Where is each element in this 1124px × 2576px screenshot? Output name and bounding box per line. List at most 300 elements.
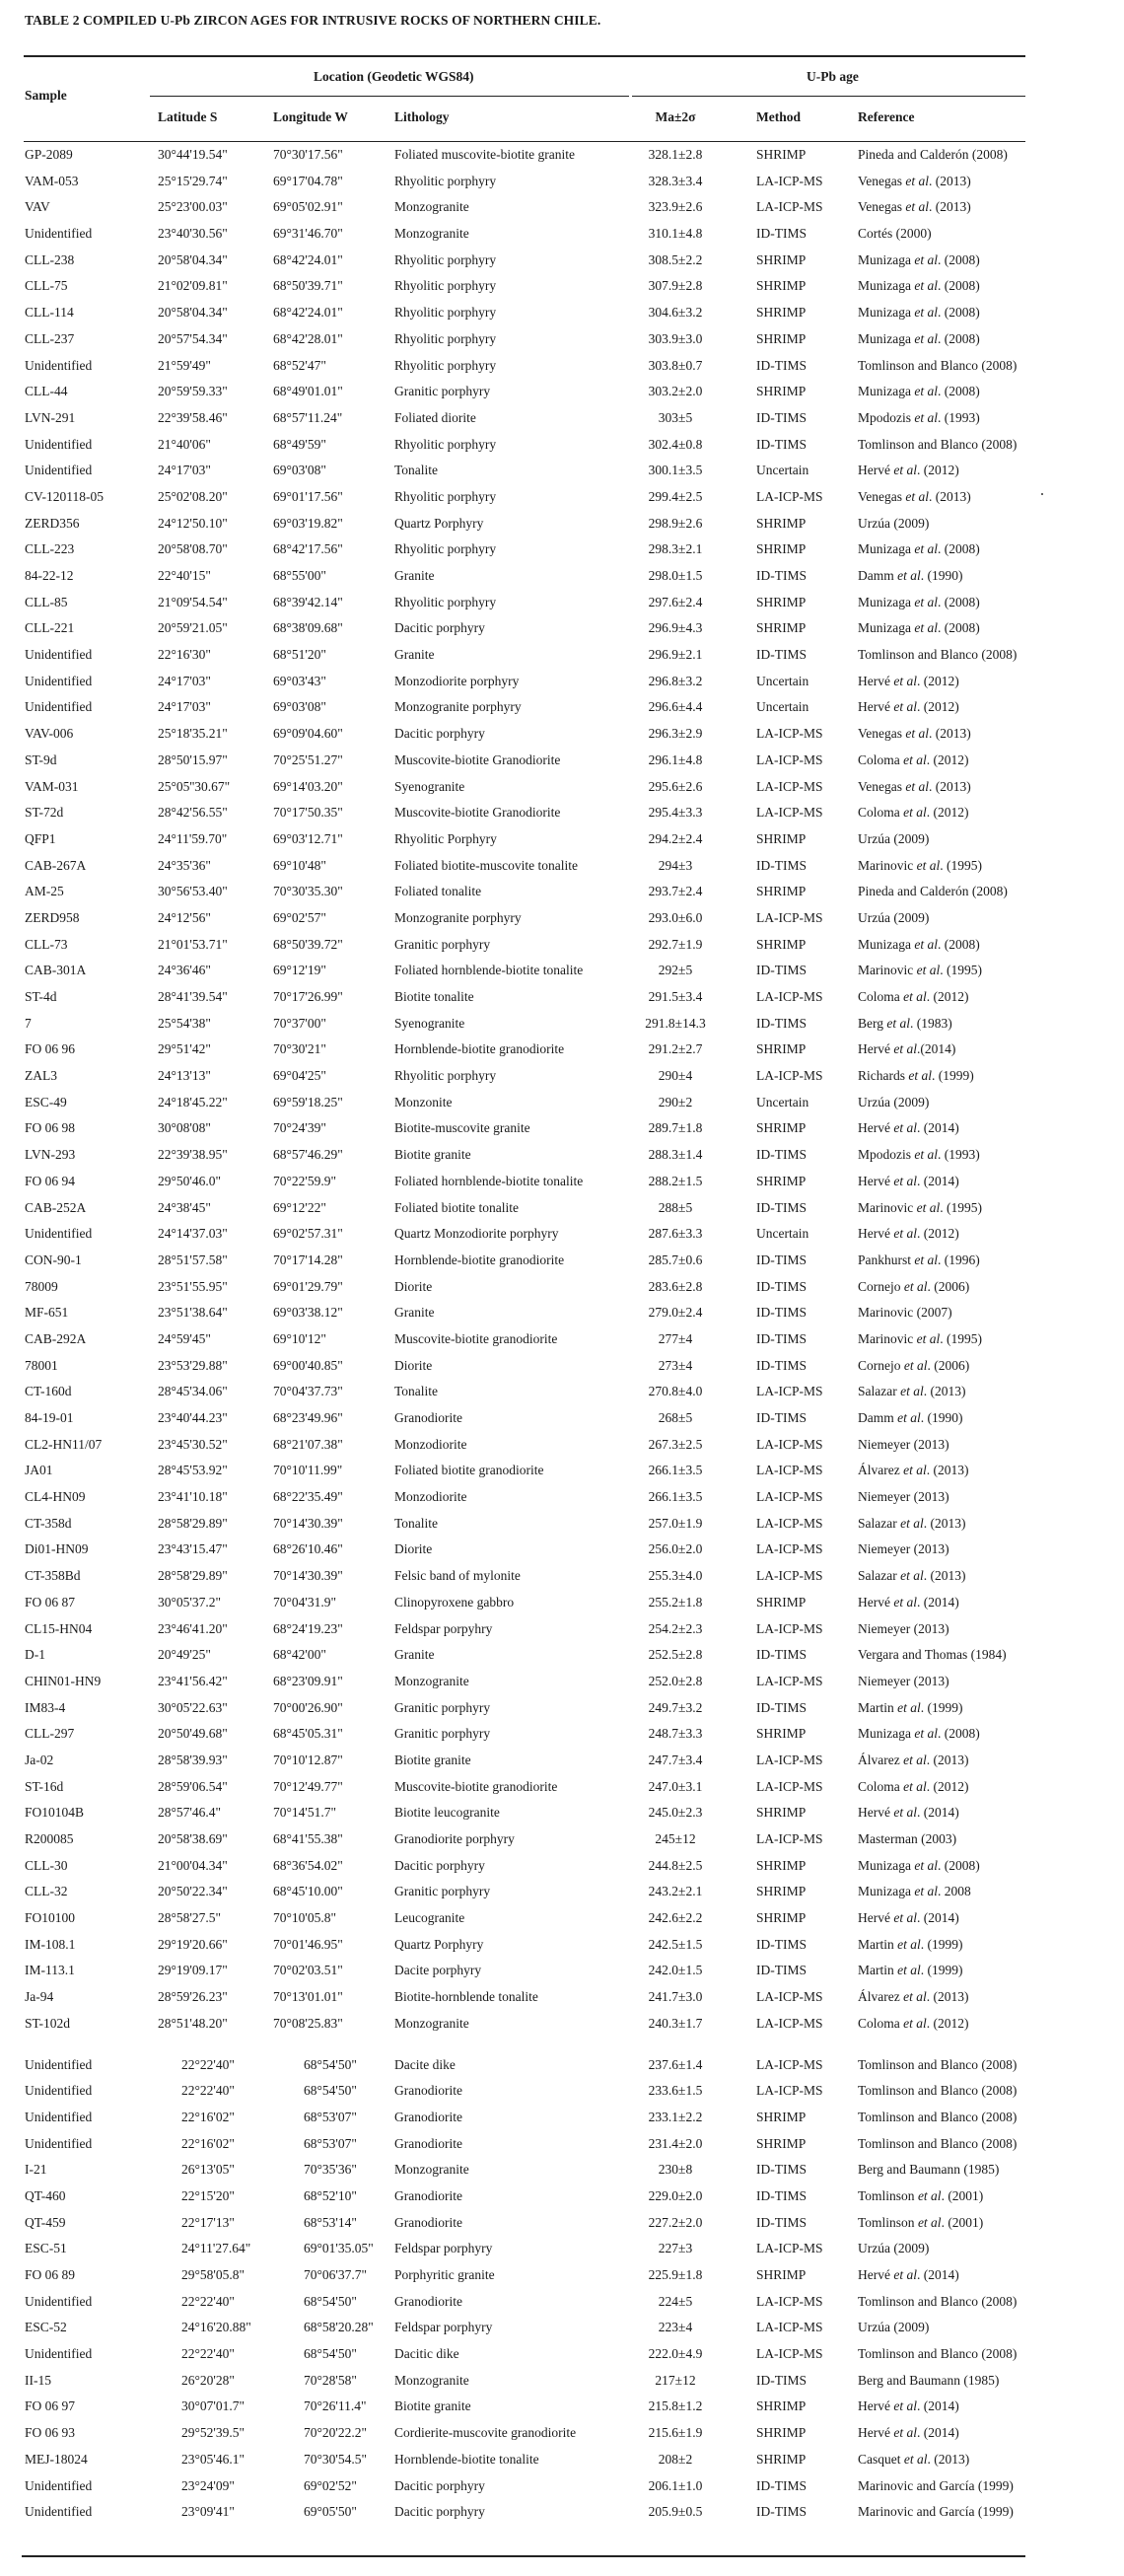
method-cell: ID-TIMS: [756, 436, 807, 452]
reference-cell: [858, 1937, 963, 1953]
reference-year: . (2001): [941, 2187, 984, 2203]
lithology-cell: Monzogranite porphyry: [394, 909, 522, 925]
lithology-cell: Foliated biotite tonalite: [394, 1199, 519, 1215]
latitude-cell: 24°18'45.22": [158, 1094, 228, 1109]
reference-author: Berg and Baumann (1985): [858, 2162, 1000, 2178]
reference-et-al: et al: [914, 620, 938, 636]
reference-cell: [858, 752, 969, 768]
sample-cell: Ja-02: [25, 1752, 54, 1767]
reference-cell: [858, 358, 1017, 374]
method-cell: ID-TIMS: [756, 1305, 807, 1321]
latitude-cell: 28°57'46.4": [158, 1805, 221, 1821]
lithology-cell: Biotite leucogranite: [394, 1805, 500, 1821]
table-row: [0, 2315, 1124, 2341]
age-cell: 279.0±2.4: [648, 1305, 703, 1321]
method-cell: LA-ICP-MS: [756, 2320, 823, 2335]
header-location-group: Location (Geodetic WGS84): [314, 69, 474, 84]
header-latitude: Latitude S: [158, 109, 218, 124]
age-cell: 237.6±1.4: [648, 2056, 703, 2072]
latitude-cell: 20°57'54.34": [158, 330, 228, 346]
reference-year: . (2012): [916, 463, 959, 478]
reference-year: . (2008): [937, 541, 980, 557]
latitude-cell: 23°09'41": [181, 2504, 235, 2520]
method-cell: ID-TIMS: [756, 1647, 807, 1663]
lithology-cell: Diorite: [394, 1541, 433, 1557]
table-row: [0, 1748, 1124, 1774]
method-cell: SHRIMP: [756, 1726, 807, 1742]
table-row: [0, 1300, 1124, 1326]
method-cell: LA-ICP-MS: [756, 488, 823, 504]
reference-cell: [858, 1120, 959, 1136]
reference-author: Marinovic and García (1999): [858, 2504, 1014, 2520]
method-cell: LA-ICP-MS: [756, 909, 823, 925]
latitude-cell: 28°58'39.93": [158, 1752, 228, 1767]
table-top-rule: [24, 55, 1025, 57]
table-row: [0, 2341, 1124, 2368]
reference-cell: [858, 252, 980, 268]
table-row: [0, 1142, 1124, 1169]
lithology-cell: Monzogranite: [394, 2162, 469, 2178]
reference-cell: [858, 1779, 969, 1795]
sample-cell: CLL-75: [25, 278, 68, 294]
reference-et-al: et al: [908, 1068, 932, 1084]
reference-author: Munizaga: [858, 1726, 915, 1742]
longitude-cell: 70°30'21": [273, 1041, 326, 1057]
longitude-cell: 68°54'50": [304, 2346, 357, 2362]
latitude-cell: 29°50'46.0": [158, 1173, 221, 1188]
longitude-cell: 69°31'46.70": [273, 226, 343, 242]
method-cell: LA-ICP-MS: [756, 1568, 823, 1584]
reference-cell: [858, 1016, 952, 1032]
age-cell: 252.0±2.8: [648, 1673, 703, 1688]
sample-cell: VAV: [25, 199, 50, 215]
method-cell: SHRIMP: [756, 541, 807, 557]
longitude-cell: 68°49'01.01": [273, 384, 343, 399]
reference-et-al: et al: [903, 1278, 928, 1294]
reference-author: Hervé: [858, 1594, 894, 1610]
sample-cell: QFP1: [25, 830, 56, 846]
reference-author: Marinovic: [858, 1199, 917, 1215]
reference-author: Marinovic: [858, 1330, 917, 1346]
method-cell: SHRIMP: [756, 2425, 807, 2441]
reference-et-al: et al: [897, 568, 921, 583]
table-row: [0, 853, 1124, 880]
method-cell: SHRIMP: [756, 1173, 807, 1188]
sample-cell: CT-358d: [25, 1515, 72, 1531]
lithology-cell: Biotite granite: [394, 1147, 471, 1163]
longitude-cell: 69°05'02.91": [273, 199, 343, 215]
age-cell: 303±5: [658, 409, 693, 425]
method-cell: ID-TIMS: [756, 1252, 807, 1267]
reference-author: Hervé: [858, 699, 894, 715]
latitude-cell: 25°18'35.21": [158, 726, 228, 742]
reference-cell: [858, 2478, 1014, 2494]
latitude-cell: 23°41'56.42": [158, 1673, 228, 1688]
reference-author: Marinovic and García (1999): [858, 2477, 1014, 2493]
longitude-cell: 68°53'07": [304, 2109, 357, 2124]
reference-cell: [858, 1753, 968, 1768]
latitude-cell: 28°45'34.06": [158, 1384, 228, 1399]
reference-year: . (2012): [926, 805, 969, 821]
table-row: [0, 563, 1124, 590]
reference-cell: [858, 1041, 955, 1057]
longitude-cell: 70°26'11.4": [304, 2398, 367, 2414]
lithology-cell: Granodiorite: [394, 2187, 462, 2203]
reference-author: Berg and Baumann (1985): [858, 2372, 1000, 2388]
sample-cell: Unidentified: [25, 226, 93, 242]
age-cell: 302.4±0.8: [648, 436, 703, 452]
reference-cell: [858, 726, 971, 742]
longitude-cell: 68°42'28.01": [273, 330, 343, 346]
reference-year: . (2006): [927, 1357, 970, 1373]
longitude-cell: 68°57'46.29": [273, 1147, 343, 1163]
longitude-cell: 70°37'00": [273, 1015, 326, 1031]
table-row: [0, 1984, 1124, 2011]
latitude-cell: 23°40'30.56": [158, 226, 228, 242]
reference-year: . (1999): [920, 1936, 963, 1952]
method-cell: LA-ICP-MS: [756, 2346, 823, 2362]
method-cell: ID-TIMS: [756, 1936, 807, 1952]
longitude-cell: 70°20'22.2": [304, 2425, 367, 2441]
age-cell: 256.0±2.0: [648, 1541, 703, 1557]
lithology-cell: Monzodiorite: [394, 1436, 467, 1452]
method-cell: LA-ICP-MS: [756, 1384, 823, 1399]
lithology-cell: Granodiorite porphyry: [394, 1831, 515, 1846]
reference-author: Coloma: [858, 989, 904, 1004]
age-cell: 227.2±2.0: [648, 2214, 703, 2230]
longitude-cell: 70°22'59.9": [273, 1173, 336, 1188]
lithology-cell: Rhyolitic porphyry: [394, 1068, 497, 1084]
sample-cell: CAB-292A: [25, 1330, 87, 1346]
reference-et-al: et al: [893, 2425, 917, 2441]
sample-cell: ST-9d: [25, 751, 57, 767]
reference-year: . (1996): [938, 1252, 980, 1267]
reference-cell: [858, 2057, 1017, 2073]
table-row: [0, 221, 1124, 248]
table-row: [0, 405, 1124, 432]
table-row: [0, 1590, 1124, 1616]
lithology-cell: Tonalite: [394, 463, 439, 478]
longitude-cell: 70°02'03.51": [273, 1963, 343, 1978]
sample-cell: Unidentified: [25, 2477, 93, 2493]
reference-author: Tomlinson: [858, 2187, 918, 2203]
latitude-cell: 24°59'45": [158, 1330, 211, 1346]
latitude-cell: 28°58'27.5": [158, 1910, 221, 1926]
method-cell: SHRIMP: [756, 620, 807, 636]
reference-author: Munizaga: [858, 384, 915, 399]
latitude-cell: 22°39'38.95": [158, 1147, 228, 1163]
reference-cell: [858, 1884, 971, 1899]
longitude-cell: 68°50'39.72": [273, 936, 343, 952]
lithology-cell: Diorite: [394, 1357, 433, 1373]
reference-year: . (1990): [920, 1410, 963, 1425]
reference-author: Berg: [858, 1015, 887, 1031]
reference-cell: [858, 2016, 969, 2032]
latitude-cell: 30°07'01.7": [181, 2398, 245, 2414]
latitude-cell: 22°22'40": [181, 2293, 235, 2309]
reference-author: Munizaga: [858, 594, 915, 609]
latitude-cell: 29°52'39.5": [181, 2425, 245, 2441]
reference-author: Hervé: [858, 463, 894, 478]
table-row: [0, 2157, 1124, 2183]
reference-et-al: et al: [914, 1726, 938, 1742]
sample-cell: CON-90-1: [25, 1252, 82, 1267]
reference-author: Tomlinson and Blanco (2008): [858, 2135, 1018, 2151]
reference-cell: [858, 1568, 965, 1584]
age-cell: 240.3±1.7: [648, 2015, 703, 2031]
latitude-cell: 20°59'59.33": [158, 384, 228, 399]
longitude-cell: 70°10'05.8": [273, 1910, 336, 1926]
sample-cell: CV-120118-05: [25, 488, 105, 504]
table-row: [0, 1432, 1124, 1459]
reference-author: Munizaga: [858, 251, 915, 267]
reference-cell: [858, 2398, 959, 2414]
latitude-cell: 23°53'29.88": [158, 1357, 228, 1373]
latitude-cell: 24°17'03": [158, 463, 211, 478]
longitude-cell: 68°42'00": [273, 1647, 326, 1663]
latitude-cell: 24°11'59.70": [158, 830, 228, 846]
table-row: [0, 1169, 1124, 1195]
reference-et-al: et al: [893, 2398, 917, 2414]
latitude-cell: 23°46'41.20": [158, 1620, 228, 1636]
reference-year: . (2013): [923, 1384, 966, 1399]
lithology-cell: Rhyolitic porphyry: [394, 305, 497, 321]
reference-cell: [858, 699, 959, 715]
reference-author: Cornejo: [858, 1357, 904, 1373]
method-cell: SHRIMP: [756, 2451, 807, 2467]
reference-et-al: et al: [914, 409, 938, 425]
reference-cell: [858, 1595, 959, 1610]
age-cell: 255.2±1.8: [648, 1594, 703, 1610]
age-cell: 304.6±3.2: [648, 305, 703, 321]
longitude-cell: 70°00'26.90": [273, 1699, 343, 1715]
sample-cell: CLL-32: [25, 1884, 68, 1899]
age-cell: 303.9±3.0: [648, 330, 703, 346]
longitude-cell: 68°21'07.38": [273, 1436, 343, 1452]
method-cell: ID-TIMS: [756, 1015, 807, 1031]
method-cell: ID-TIMS: [756, 226, 807, 242]
table-row: [0, 615, 1124, 642]
reference-year: . (1993): [938, 1147, 980, 1163]
method-cell: ID-TIMS: [756, 568, 807, 583]
reference-cell: [858, 1621, 949, 1637]
reference-year: . (2013): [928, 173, 971, 188]
reference-cell: [858, 1910, 959, 1926]
sample-cell: VAV-006: [25, 726, 74, 742]
reference-year: . (2013): [923, 1515, 966, 1531]
lithology-cell: Biotite-muscovite granite: [394, 1120, 530, 1136]
table-row: [0, 1616, 1124, 1643]
reference-et-al: et al: [914, 1884, 938, 1899]
reference-cell: [858, 647, 1017, 663]
method-cell: LA-ICP-MS: [756, 778, 823, 794]
latitude-cell: 20°58'08.70": [158, 541, 228, 557]
latitude-cell: 22°16'02": [181, 2135, 235, 2151]
reference-year: . (2014): [916, 2267, 959, 2282]
sample-cell: CL2-HN11/07: [25, 1436, 103, 1452]
latitude-cell: 23°05'46.1": [181, 2451, 245, 2467]
table-row: [0, 458, 1124, 484]
latitude-cell: 28°50'15.97": [158, 751, 228, 767]
age-cell: 249.7±3.2: [648, 1699, 703, 1715]
lithology-cell: Foliated diorite: [394, 409, 476, 425]
method-cell: LA-ICP-MS: [756, 2056, 823, 2072]
reference-cell: [858, 1410, 963, 1426]
reference-author: Salazar: [858, 1384, 901, 1399]
header-age: Ma±2σ: [655, 109, 696, 124]
reference-et-al: et al: [905, 199, 929, 215]
reference-cell: [858, 620, 980, 636]
longitude-cell: 68°51'20": [273, 647, 326, 663]
reference-et-al: et al: [903, 1357, 928, 1373]
longitude-cell: 68°52'47": [273, 357, 326, 373]
age-cell: 283.6±2.8: [648, 1278, 703, 1294]
longitude-cell: 68°38'09.68": [273, 620, 343, 636]
reference-cell: [858, 1831, 956, 1847]
reference-author: Munizaga: [858, 305, 915, 321]
method-cell: LA-ICP-MS: [756, 1620, 823, 1636]
method-cell: SHRIMP: [756, 2267, 807, 2282]
reference-cell: [858, 1963, 963, 1978]
reference-et-al: et al: [900, 1515, 924, 1531]
reference-cell: [858, 1252, 980, 1268]
longitude-cell: 70°10'12.87": [273, 1752, 343, 1767]
longitude-cell: 68°54'50": [304, 2083, 357, 2099]
method-cell: ID-TIMS: [756, 1278, 807, 1294]
reference-cell: [858, 463, 959, 478]
table-row: [0, 1853, 1124, 1880]
method-cell: SHRIMP: [756, 594, 807, 609]
latitude-cell: 24°38'45": [158, 1199, 211, 1215]
sample-cell: ST-72d: [25, 805, 64, 821]
latitude-cell: 22°16'02": [181, 2109, 235, 2124]
longitude-cell: 68°50'39.71": [273, 278, 343, 294]
reference-year: . (2008): [937, 305, 980, 321]
reference-et-al: et al: [897, 1936, 921, 1952]
sample-cell: CAB-267A: [25, 857, 87, 873]
reference-author: Tomlinson: [858, 2214, 918, 2230]
reference-cell: [858, 174, 971, 189]
reference-et-al: et al: [893, 1910, 917, 1926]
reference-author: Martin: [858, 1963, 898, 1978]
lithology-cell: Rhyolitic porphyry: [394, 173, 497, 188]
reference-et-al: et al: [914, 1252, 938, 1267]
sample-cell: ST-16d: [25, 1778, 64, 1794]
latitude-cell: 30°05'22.63": [158, 1699, 228, 1715]
reference-author: Coloma: [858, 1778, 904, 1794]
reference-et-al: et al: [903, 2015, 927, 2031]
lithology-cell: Biotite-hornblende tonalite: [394, 1989, 538, 2005]
lithology-cell: Granitic porphyry: [394, 1726, 491, 1742]
sample-cell: ESC-51: [25, 2241, 67, 2256]
age-cell: 229.0±2.0: [648, 2187, 703, 2203]
method-cell: LA-ICP-MS: [756, 1831, 823, 1846]
sample-cell: ZAL3: [25, 1068, 57, 1084]
method-cell: SHRIMP: [756, 936, 807, 952]
reference-year: . 2008: [937, 1884, 971, 1899]
reference-author: Richards: [858, 1068, 909, 1084]
latitude-cell: 24°12'56": [158, 909, 211, 925]
sample-cell: Unidentified: [25, 357, 93, 373]
reference-year: . (2014): [916, 1805, 959, 1821]
table-row: [0, 2473, 1124, 2500]
reference-author: Tomlinson and Blanco (2008): [858, 436, 1018, 452]
age-cell: 285.7±0.6: [648, 1252, 703, 1267]
table-row: [0, 353, 1124, 380]
reference-et-al: et al: [893, 2267, 917, 2282]
lithology-cell: Granodiorite: [394, 1410, 462, 1425]
lithology-cell: Granitic porphyry: [394, 384, 491, 399]
longitude-cell: 68°53'07": [304, 2135, 357, 2151]
table-row: [0, 2210, 1124, 2237]
reference-cell: [858, 147, 1008, 163]
reference-author: Urzúa (2009): [858, 909, 930, 925]
reference-author: Munizaga: [858, 278, 915, 294]
lithology-cell: Rhyolitic porphyry: [394, 488, 497, 504]
reference-et-al: et al: [893, 673, 917, 688]
age-cell: 267.3±2.5: [648, 1436, 703, 1452]
method-cell: ID-TIMS: [756, 2162, 807, 2178]
longitude-cell: 68°55'00": [273, 568, 326, 583]
lithology-cell: Hornblende-biotite granodiorite: [394, 1252, 565, 1267]
table-row: [0, 1484, 1124, 1511]
reference-year: . (2012): [926, 989, 969, 1004]
longitude-cell: 68°45'10.00": [273, 1884, 343, 1899]
age-cell: 225.9±1.8: [648, 2267, 703, 2282]
reference-year: . (1995): [940, 857, 982, 873]
header-sample: Sample: [25, 88, 67, 103]
reference-author: Niemeyer (2013): [858, 1489, 949, 1505]
age-cell: 296.1±4.8: [648, 751, 703, 767]
age-cell: 298.9±2.6: [648, 515, 703, 531]
lithology-cell: Monzogranite porphyry: [394, 699, 522, 715]
lithology-cell: Rhyolitic porphyry: [394, 541, 497, 557]
longitude-cell: 70°08'25.83": [273, 2015, 343, 2031]
longitude-cell: 70°17'50.35": [273, 805, 343, 821]
reference-cell: [858, 910, 929, 926]
method-cell: LA-ICP-MS: [756, 2083, 823, 2099]
table-row: [0, 1011, 1124, 1038]
method-cell: Uncertain: [756, 673, 809, 688]
reference-et-al: et al: [905, 488, 929, 504]
longitude-cell: 69°02'52": [304, 2477, 357, 2493]
age-cell: 242.5±1.5: [648, 1936, 703, 1952]
reference-cell: [858, 2136, 1017, 2152]
method-cell: ID-TIMS: [756, 857, 807, 873]
method-cell: SHRIMP: [756, 1594, 807, 1610]
reference-et-al: et al: [903, 1463, 927, 1478]
longitude-cell: 69°03'38.12": [273, 1305, 343, 1321]
reference-year: . (2014): [916, 2425, 959, 2441]
lithology-cell: Granitic porphyry: [394, 1699, 491, 1715]
reference-author: Damm: [858, 568, 898, 583]
lithology-cell: Biotite tonalite: [394, 989, 474, 1004]
sample-cell: VAM-053: [25, 173, 79, 188]
age-cell: 299.4±2.5: [648, 488, 703, 504]
reference-et-al: et al: [903, 805, 927, 821]
lithology-cell: Felsic band of mylonite: [394, 1568, 521, 1584]
sample-cell: Unidentified: [25, 2135, 93, 2151]
reference-author: Álvarez: [858, 1752, 904, 1767]
reference-year: . (2008): [937, 251, 980, 267]
lithology-cell: Feldspar porpyhry: [394, 1620, 493, 1636]
latitude-cell: 29°19'20.66": [158, 1936, 228, 1952]
table-row: [0, 958, 1124, 984]
reference-cell: [858, 1305, 952, 1321]
lithology-cell: Monzogranite: [394, 226, 469, 242]
age-cell: 287.6±3.3: [648, 1226, 703, 1242]
table-row: [0, 1195, 1124, 1222]
